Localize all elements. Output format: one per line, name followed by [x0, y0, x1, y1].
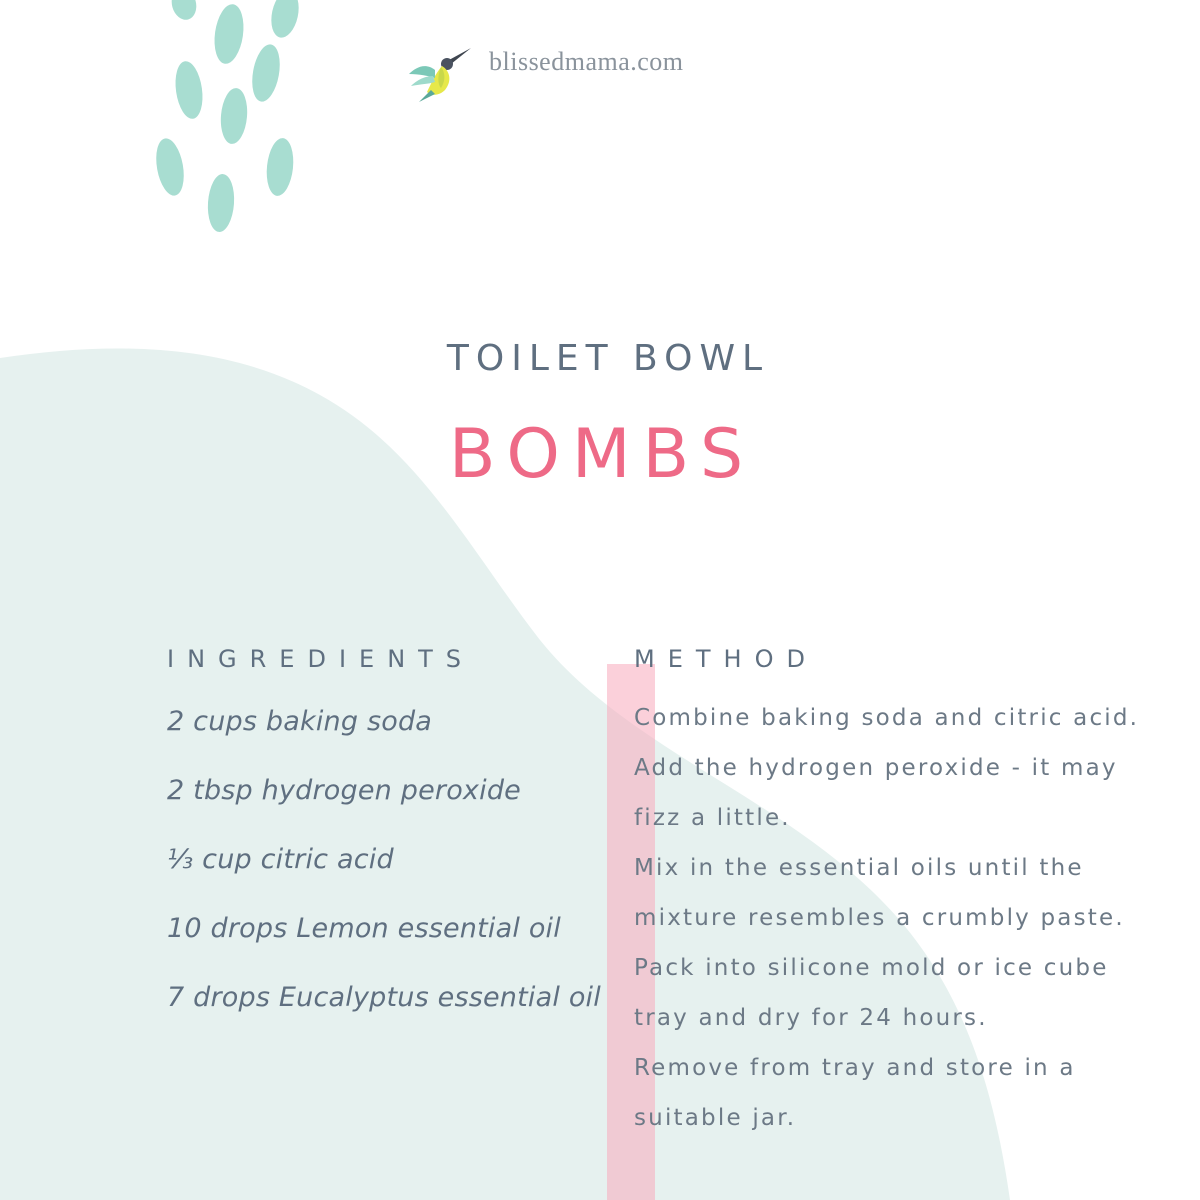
ingredient-item: 10 drops Lemon essential oil: [167, 913, 561, 944]
method-line: Mix in the essential oils until the: [634, 855, 1084, 881]
method-line: Remove from tray and store in a: [634, 1055, 1076, 1081]
drop-shape: [206, 173, 236, 233]
ingredient-item: 2 cups baking soda: [167, 706, 433, 737]
title-line-2: BOMBS: [448, 415, 756, 494]
method-line: suitable jar.: [634, 1105, 797, 1131]
site-url[interactable]: blissedmama.com: [489, 47, 684, 76]
title-line-1: TOILET BOWL: [446, 338, 770, 379]
drop-shape: [264, 137, 296, 197]
decorative-drops: [0, 0, 400, 260]
ingredient-item: ⅓ cup citric acid: [167, 844, 394, 875]
drop-shape: [172, 59, 206, 120]
drop-shape: [168, 0, 199, 23]
drop-shape: [152, 136, 188, 198]
method-line: tray and dry for 24 hours.: [634, 1005, 988, 1031]
method-steps: [634, 693, 1154, 1143]
ingredients-list: [167, 706, 601, 1051]
method-line: Pack into silicone mold or ice cube: [634, 955, 1109, 981]
ingredient-item: 2 tbsp hydrogen peroxide: [167, 775, 521, 806]
method-line: Add the hydrogen peroxide - it may: [634, 755, 1118, 781]
method-line: mixture resembles a crumbly paste.: [634, 905, 1125, 931]
drop-shape: [211, 2, 247, 65]
drop-shape: [267, 0, 302, 40]
method-heading: METHOD: [634, 645, 818, 673]
ingredients-heading: INGREDIENTS: [167, 645, 475, 673]
drop-shape: [219, 87, 250, 145]
site-logo[interactable]: [405, 40, 475, 110]
method-line: fizz a little.: [634, 805, 791, 831]
hummingbird-icon: [405, 40, 475, 110]
drop-shape: [248, 42, 284, 104]
ingredient-item: 7 drops Eucalyptus essential oil: [167, 982, 601, 1013]
method-line: Combine baking soda and citric acid.: [634, 705, 1140, 731]
